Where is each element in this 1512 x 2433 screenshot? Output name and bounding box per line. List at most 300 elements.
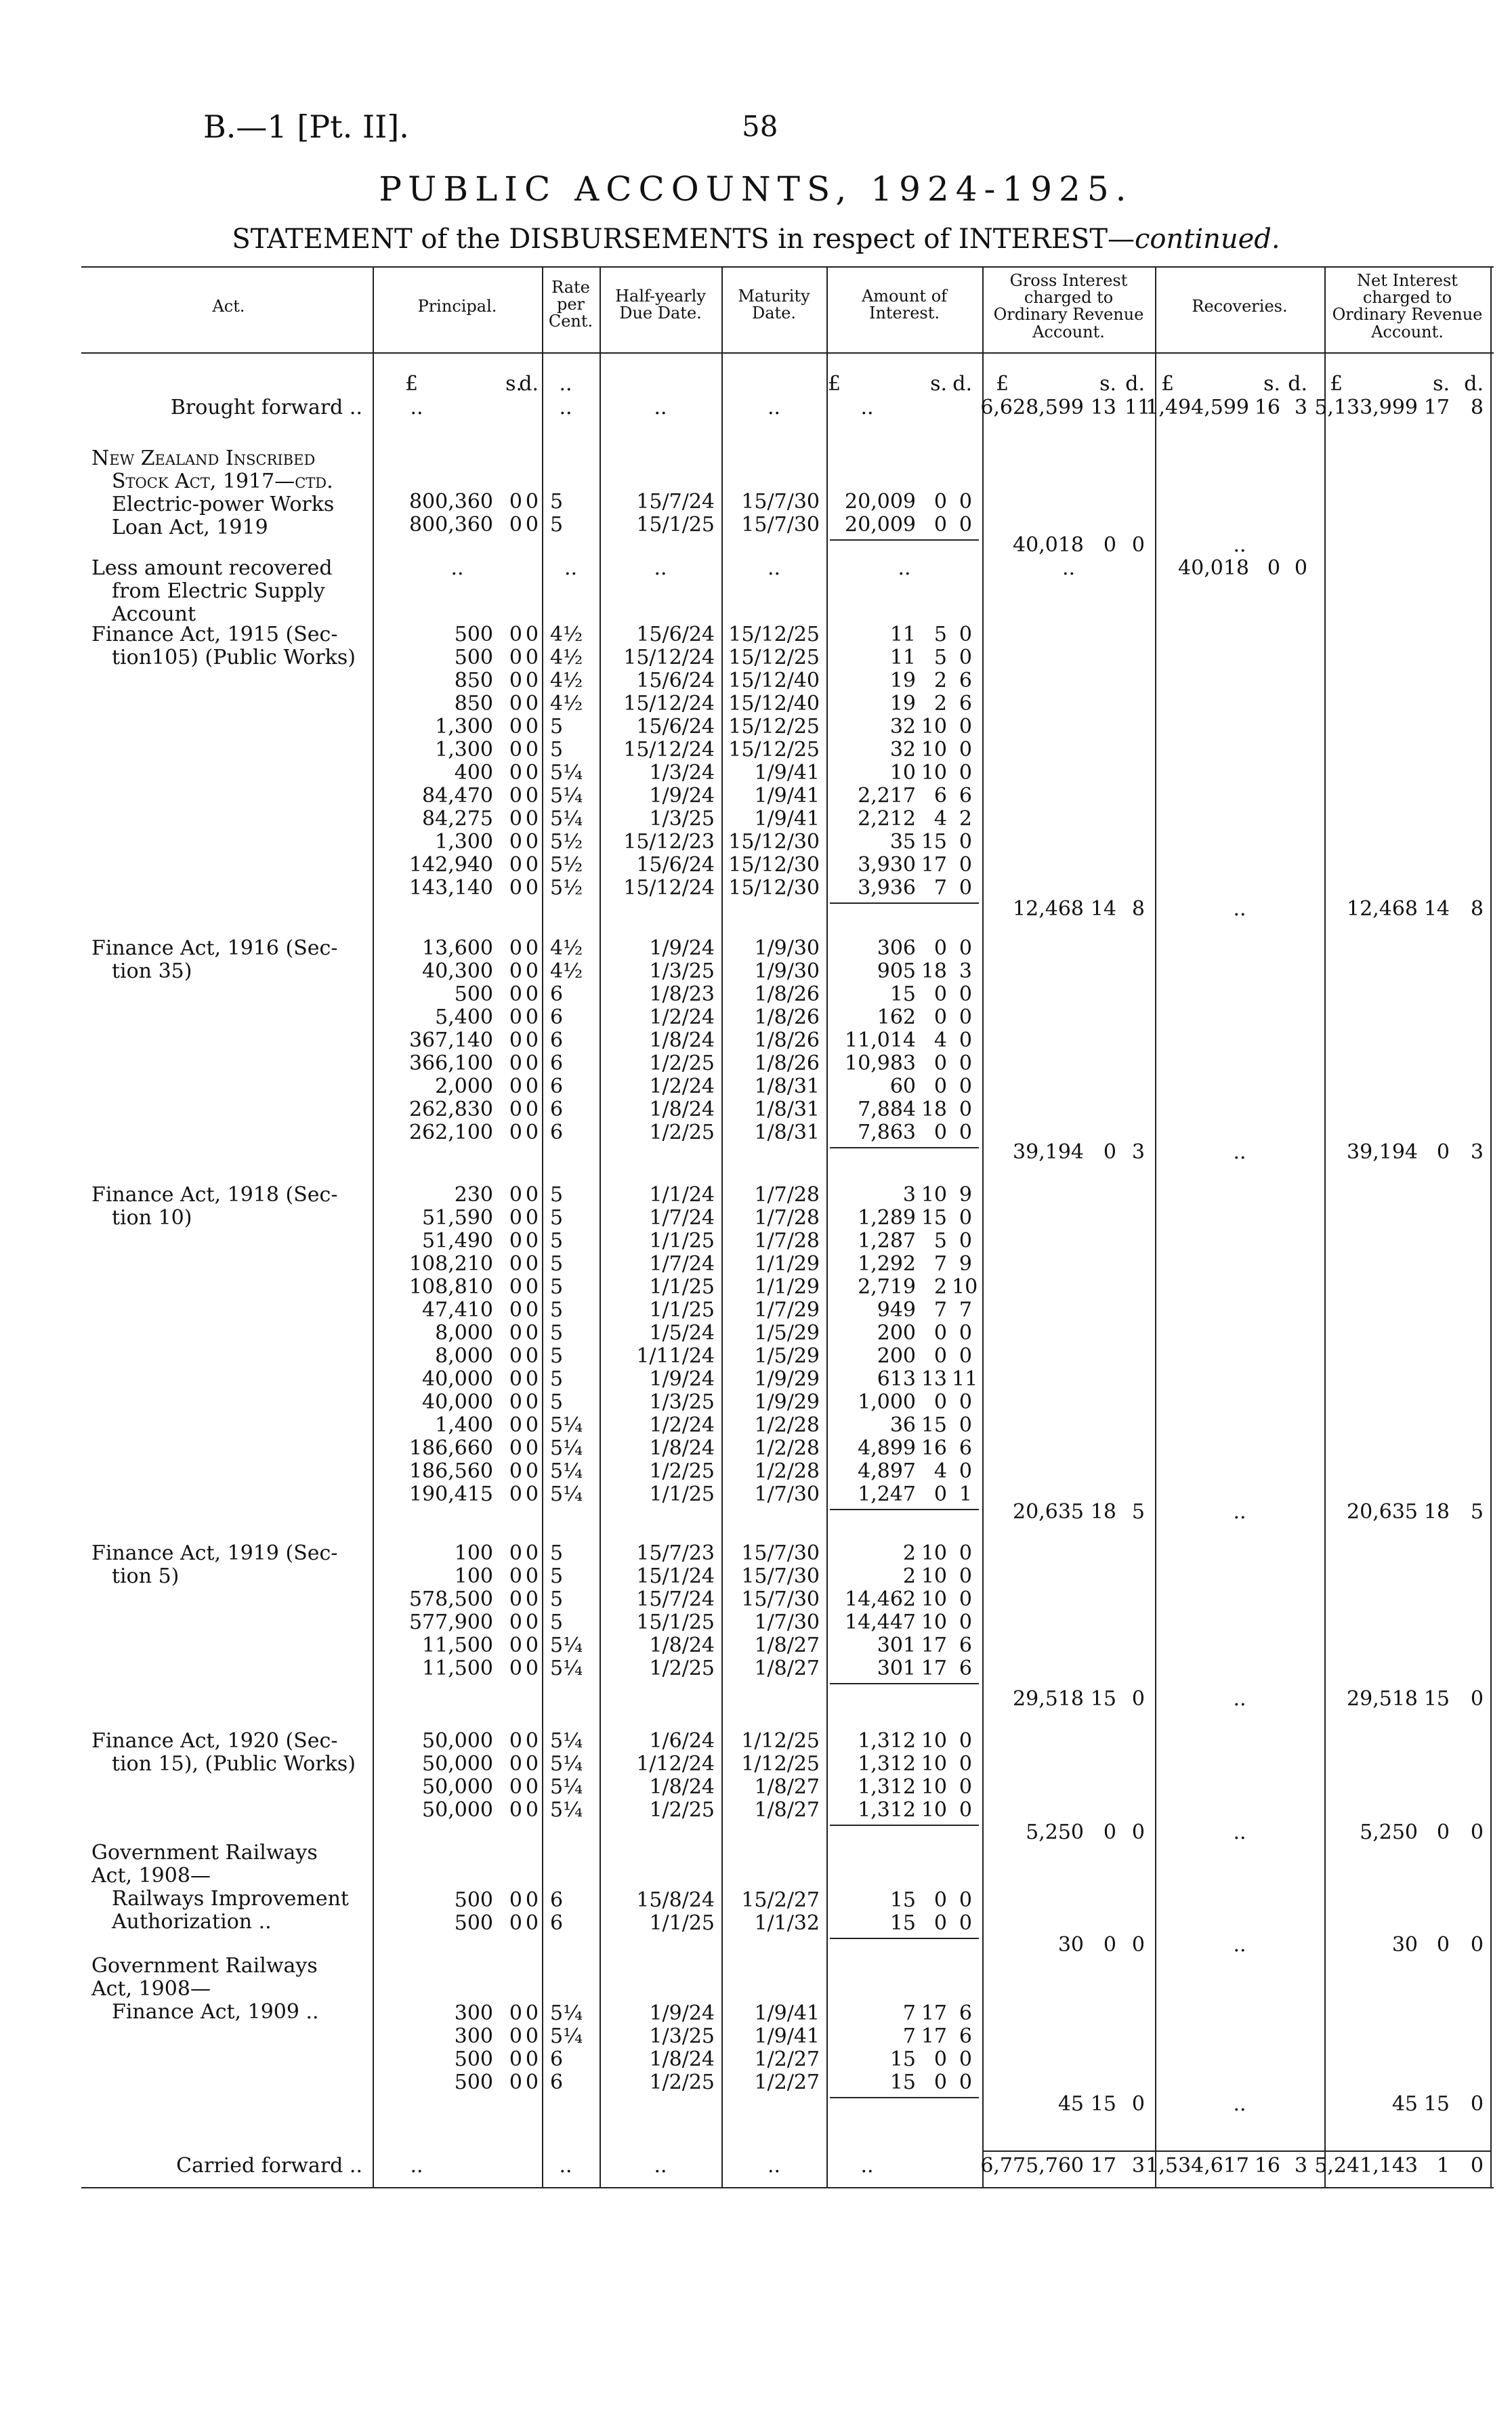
maturity-date: 1/12/25 [741,1729,820,1753]
unit-shilling-net: s. [1433,372,1450,396]
unit-shilling-gross: s. [1099,372,1116,396]
principal-shillings: 0 [509,1610,522,1634]
amount-pence: 6 [959,784,972,808]
amount-pence: 0 [959,1587,972,1611]
maturity-date: 1/1/29 [754,1252,820,1276]
amount-pounds: 15 [889,1911,916,1935]
net-total-pounds: 39,194 [1347,1140,1418,1164]
maturity-date: 15/7/30 [741,490,820,514]
due-date: 1/1/24 [649,1183,715,1207]
header-amt: Amount of Interest. [861,287,948,323]
subtitle-main: STATEMENT of the DISBURSEMENTS in respect of INTEREST— [232,224,1135,255]
gross-total-pence: 0 [1131,533,1145,557]
principal-pence: 0 [525,1298,539,1322]
due-date: 1/1/25 [649,1229,715,1253]
header-due: Half-yearly Due Date. [615,287,706,323]
amount-pence: 11 [952,1367,978,1391]
amount-pounds: 15 [889,1888,916,1912]
amount-pence: 0 [959,936,972,960]
amount-shillings: 0 [933,490,947,514]
amount-pounds: 1,000 [858,1390,916,1414]
principal-shillings: 0 [509,715,522,739]
amount-pounds: 1,292 [858,1252,916,1276]
act-line: Act, 1908— [91,1977,211,2001]
rate: 5 [550,1344,564,1368]
page-title: PUBLIC ACCOUNTS, 1924-1925. [379,169,1133,209]
amount-pounds: 1,287 [858,1229,916,1253]
rate: 5 [550,1183,564,1207]
rate: 5¼ [550,2001,583,2025]
amount-pence: 6 [959,669,972,692]
amount-pounds: 36 [889,1413,916,1437]
amount-pence: 0 [959,1028,972,1052]
rate: 6 [550,1888,564,1912]
principal-pounds: 2,000 [435,1075,493,1098]
principal-pence: 0 [525,1459,539,1483]
principal-shillings: 0 [509,876,522,900]
principal-pence: 0 [525,1413,539,1437]
amount-pence: 0 [959,1798,972,1822]
net-total-shillings: 0 [1436,1933,1450,1957]
principal-pence: 0 [525,1752,539,1776]
amount-shillings: 0 [933,1075,947,1098]
due-date: 1/2/25 [649,1052,715,1075]
principal-shillings: 0 [509,807,522,831]
principal-shillings: 0 [509,692,522,715]
maturity-date: 15/12/30 [728,853,820,877]
principal-pence: 0 [525,2071,539,2094]
principal-shillings: 0 [509,1367,522,1391]
principal-pence: 0 [525,784,539,808]
amount-pence: 0 [959,1206,972,1230]
amount-pence: 6 [959,2024,972,2048]
unit-pound-amt: £ [828,372,841,396]
maturity-date: 15/12/25 [728,646,820,669]
cf-recoveries-shillings: 16 [1254,2154,1280,2178]
due-date: 1/1/25 [649,1911,715,1935]
principal-pounds: 100 [454,1564,493,1588]
unit-pence-prin: d. [519,372,539,396]
amount-shillings: 10 [921,1587,947,1611]
header-bottom-rule [81,352,1494,354]
amount-pence: 6 [959,1436,972,1460]
maturity-date: 1/8/31 [754,1075,820,1098]
maturity-date: 1/9/41 [754,807,820,831]
amount-pence: 0 [959,1413,972,1437]
amount-pence: 6 [959,1634,972,1657]
gross-total-pence: 0 [1131,1933,1145,1957]
unit-pound-gross: £ [996,372,1009,396]
due-date: 1/11/24 [636,1344,715,1368]
principal-pence: 0 [525,1729,539,1753]
due-date: 1/9/24 [649,1367,715,1391]
amount-pounds: 3,930 [858,853,916,877]
maturity-date: 15/12/40 [728,669,820,692]
amount-pence: 6 [959,2001,972,2025]
due-date: 1/3/24 [649,761,715,785]
principal-shillings: 0 [509,1252,522,1276]
amount-pence: 0 [959,513,972,537]
principal-shillings: 0 [509,1634,522,1657]
due-date: 1/3/25 [649,959,715,983]
maturity-date: 15/12/25 [728,715,820,739]
principal-pounds: 500 [454,982,493,1006]
principal-pounds: 50,000 [422,1752,493,1776]
net-total-pence: 0 [1470,1687,1484,1711]
principal-pounds: 500 [454,646,493,669]
maturity-date: 1/8/26 [754,1005,820,1029]
net-total-shillings: 0 [1436,1140,1450,1164]
maturity-date: 1/2/28 [754,1413,820,1437]
due-date: 1/5/24 [649,1321,715,1345]
amount-pounds: 162 [877,1005,916,1029]
dots-rate: .. [564,556,578,580]
due-date: 1/2/25 [649,1798,715,1822]
principal-pence: 0 [525,1610,539,1634]
due-date: 15/7/24 [636,490,715,514]
amount-pence: 0 [959,1005,972,1029]
rate: 5½ [550,853,583,877]
principal-pence: 0 [525,1798,539,1822]
principal-shillings: 0 [509,1321,522,1345]
due-date: 1/8/23 [649,982,715,1006]
cf-gross-pence: 3 [1131,2154,1145,2178]
principal-shillings: 0 [509,1775,522,1799]
due-date: 1/8/24 [649,1634,715,1657]
header-prin: Principal. [417,297,497,316]
maturity-date: 1/7/28 [754,1206,820,1230]
amount-pounds: 19 [889,692,916,715]
dots-amt: .. [898,556,911,580]
amount-shillings: 15 [921,1413,947,1437]
amount-pounds: 32 [889,715,916,739]
amount-pounds: 200 [877,1344,916,1368]
cf-recoveries-pounds: 1,534,617 [1146,2154,1249,2178]
amount-pence: 0 [959,2047,972,2071]
due-date: 1/7/24 [649,1206,715,1230]
due-date: 1/3/25 [649,1390,715,1414]
recoveries-dots: .. [1233,1687,1246,1711]
maturity-date: 1/9/30 [754,936,820,960]
due-date: 15/6/24 [636,715,715,739]
principal-shillings: 0 [509,1298,522,1322]
maturity-date: 1/2/28 [754,1459,820,1483]
amount-shillings: 10 [921,1610,947,1634]
principal-shillings: 0 [509,1657,522,1680]
gross-total-pounds: 5,250 [1026,1821,1084,1844]
amount-pounds: 1,289 [858,1206,916,1230]
principal-shillings: 0 [509,1121,522,1144]
principal-pence: 0 [525,1888,539,1912]
principal-shillings: 0 [509,1587,522,1611]
rate: 6 [550,1098,564,1121]
net-total-shillings: 15 [1423,2092,1450,2116]
gross-total-pounds: 29,518 [1013,1687,1084,1711]
net-total-pence: 3 [1470,1140,1484,1164]
maturity-date: 1/8/31 [754,1121,820,1144]
rate: 6 [550,1075,564,1098]
amount-pounds: 11 [889,646,916,669]
gross-total-pounds: 20,635 [1013,1500,1084,1524]
gross-dots: .. [1062,556,1076,580]
net-total-pounds: 5,250 [1360,1821,1418,1844]
principal-pounds: 800,360 [408,490,493,514]
amount-pence: 0 [959,1321,972,1345]
amount-shillings: 17 [921,853,947,877]
amount-pence: 0 [959,1610,972,1634]
act-line: Finance Act, 1915 (Sec- [91,623,338,646]
amount-shillings: 0 [933,1052,947,1075]
maturity-date: 1/8/26 [754,1052,820,1075]
gross-total-pence: 5 [1131,1500,1145,1524]
unit-pound-rec: £ [1161,372,1175,396]
principal-pounds: 47,410 [422,1298,493,1322]
amount-shillings: 0 [933,1390,947,1414]
act-line: Act, 1908— [91,1864,211,1888]
principal-pence: 0 [525,761,539,785]
principal-shillings: 0 [509,2071,522,2094]
principal-pence: 0 [525,490,539,514]
principal-pence: 0 [525,1541,539,1565]
table-bottom-rule [81,2187,1494,2188]
net-total-pounds: 20,635 [1347,1500,1418,1524]
cf-recoveries-pence: 3 [1294,2154,1307,2178]
rate: 5 [550,1610,564,1634]
amount-pounds: 949 [877,1298,916,1322]
principal-pounds: 5,400 [435,1005,493,1029]
maturity-date: 15/12/25 [728,738,820,762]
unit-pound-prin: £ [405,372,419,396]
rate: 5 [550,715,564,739]
act-line: Loan Act, 1919 [112,516,268,539]
due-date: 1/9/24 [649,936,715,960]
due-date: 1/6/24 [649,1729,715,1753]
principal-pence: 0 [525,1390,539,1414]
due-date: 1/2/25 [649,1657,715,1680]
principal-shillings: 0 [509,1005,522,1029]
due-date: 15/12/24 [623,646,715,669]
principal-shillings: 0 [509,1052,522,1075]
principal-pounds: 190,415 [408,1482,493,1506]
amount-pounds: 10,983 [845,1052,916,1075]
act-line: tion 15), (Public Works) [112,1752,356,1776]
amount-shillings: 2 [933,669,947,692]
maturity-date: 1/7/28 [754,1183,820,1207]
recoveries-dots: .. [1233,1140,1246,1164]
unit-pound-net: £ [1330,372,1343,396]
principal-pounds: 51,490 [422,1229,493,1253]
net-total-shillings: 15 [1423,1687,1450,1711]
amount-pence: 0 [959,715,972,739]
principal-pence: 0 [525,1098,539,1121]
bf-recoveries-pence: 3 [1294,396,1307,419]
bf-gross-pence: 11 [1125,396,1151,419]
unit-pence-net: d. [1464,372,1484,396]
due-date: 15/1/25 [636,513,715,537]
principal-pounds: 262,830 [408,1098,493,1121]
gross-total-pounds: 45 [1057,2092,1084,2116]
amount-pounds: 15 [889,2071,916,2094]
amount-pounds: 11,014 [845,1028,916,1052]
amount-shillings: 2 [933,1275,947,1299]
amount-pence: 0 [959,876,972,900]
amount-pence: 0 [959,1911,972,1935]
maturity-date: 1/8/27 [754,1634,820,1657]
due-date: 1/3/25 [649,2024,715,2048]
amount-pence: 0 [959,1121,972,1144]
amount-pounds: 20,009 [845,490,916,514]
rate: 5 [550,1367,564,1391]
unit-shilling-prin: s. [505,372,522,396]
principal-shillings: 0 [509,1752,522,1776]
due-date: 1/2/24 [649,1005,715,1029]
principal-shillings: 0 [509,2047,522,2071]
principal-shillings: 0 [509,1436,522,1460]
act-line: Government Railways [91,1954,318,1978]
due-date: 15/7/23 [636,1541,715,1565]
rate: 5¼ [550,1413,583,1437]
rate: 6 [550,982,564,1006]
amount-pence: 0 [959,761,972,785]
principal-pence: 0 [525,807,539,831]
rate: 5 [550,1298,564,1322]
recoveries-dots: .. [1233,1500,1246,1524]
amount-pence: 0 [959,1344,972,1368]
rate: 6 [550,2047,564,2071]
principal-pounds: 100 [454,1541,493,1565]
net-total-pence: 8 [1470,897,1484,921]
gross-total-pounds: 39,194 [1013,1140,1084,1164]
principal-pounds: 13,600 [422,936,493,960]
principal-pence: 0 [525,876,539,900]
amount-pounds: 4,899 [858,1436,916,1460]
amount-shillings: 0 [933,1121,947,1144]
amount-pounds: 35 [889,830,916,854]
amount-shillings: 10 [921,1752,947,1776]
header-mat: Maturity Date. [738,287,810,323]
recoveries-dots: .. [1233,2092,1246,2116]
principal-pounds: 40,000 [422,1367,493,1391]
dots-due: .. [654,556,667,580]
principal-pounds: 400 [454,761,493,785]
amount-shillings: 10 [921,715,947,739]
page-subtitle [0,224,1512,255]
recoveries-total-shillings: 0 [1267,556,1280,580]
principal-pence: 0 [525,692,539,715]
due-date: 1/2/25 [649,1121,715,1144]
rate: 4½ [550,646,583,669]
principal-shillings: 0 [509,1390,522,1414]
net-total-pounds: 29,518 [1347,1687,1418,1711]
principal-pounds: 800,360 [408,513,493,537]
maturity-date: 15/7/30 [741,1541,820,1565]
principal-shillings: 0 [509,2001,522,2025]
net-total-shillings: 14 [1423,897,1450,921]
principal-pence: 0 [525,1121,539,1144]
principal-shillings: 0 [509,1482,522,1506]
maturity-date: 15/12/25 [728,623,820,646]
amount-pence: 0 [959,1564,972,1588]
act-line: Government Railways [91,1841,318,1865]
amount-pounds: 19 [889,669,916,692]
net-total-shillings: 18 [1423,1500,1450,1524]
amount-shillings: 17 [921,2024,947,2048]
rate: 4½ [550,959,583,983]
act-line: Finance Act, 1909 .. [112,2000,319,2024]
header-net: Net Interest charged to Ordinary Revenue Account. [1332,271,1483,341]
due-date: 1/2/24 [649,1075,715,1098]
rate: 4½ [550,669,583,692]
cf-dots-maturity: .. [767,2154,781,2178]
amount-pounds: 1,312 [858,1775,916,1799]
amount-pence: 0 [959,982,972,1006]
principal-shillings: 0 [509,623,522,646]
unit-pence-gross: d. [1125,372,1145,396]
amount-pence: 0 [959,623,972,646]
amount-shillings: 0 [933,1344,947,1368]
maturity-date: 15/2/27 [741,1888,820,1912]
principal-shillings: 0 [509,1541,522,1565]
principal-pounds: 850 [454,692,493,715]
bf-gross-shillings: 13 [1090,396,1116,419]
gross-total-pence: 0 [1131,1687,1145,1711]
principal-pence: 0 [525,2001,539,2025]
rate: 5¼ [550,1752,583,1776]
amount-pence: 1 [959,1482,972,1506]
amount-pounds: 3,936 [858,876,916,900]
rate: 5 [550,1541,564,1565]
amount-pounds: 905 [877,959,916,983]
principal-pounds: 1,400 [435,1413,493,1437]
principal-shillings: 0 [509,982,522,1006]
gross-total-shillings: 14 [1090,897,1116,921]
net-total-pence: 0 [1470,1933,1484,1957]
table-top-rule [81,266,1494,268]
principal-pounds: 1,300 [435,715,493,739]
amount-pounds: 2,217 [858,784,916,808]
principal-pence: 0 [525,623,539,646]
gross-total-pounds: 40,018 [1013,533,1084,557]
amount-pence: 3 [959,959,972,983]
amount-pounds: 2,212 [858,807,916,831]
amount-shillings: 7 [933,1252,947,1276]
amount-shillings: 15 [921,830,947,854]
principal-shillings: 0 [509,1229,522,1253]
due-date: 15/12/24 [623,876,715,900]
bf-gross-pounds: 6,628,599 [980,396,1084,419]
amount-shillings: 0 [933,2071,947,2094]
maturity-date: 15/12/40 [728,692,820,715]
maturity-date: 15/12/30 [728,876,820,900]
net-total-pounds: 30 [1391,1933,1418,1957]
maturity-date: 1/7/30 [754,1610,820,1634]
due-date: 1/7/24 [649,1252,715,1276]
amount-pence: 0 [959,646,972,669]
rate: 4½ [550,692,583,715]
amount-pence: 0 [959,853,972,877]
due-date: 1/2/24 [649,1413,715,1437]
amount-shillings: 0 [933,982,947,1006]
rate: 5¼ [550,1436,583,1460]
amount-shillings: 10 [921,1183,947,1207]
amount-pence: 2 [959,807,972,831]
principal-shillings: 0 [509,2024,522,2048]
principal-pounds: 51,590 [422,1206,493,1230]
amount-shillings: 4 [933,1028,947,1052]
amount-pounds: 14,447 [845,1610,916,1634]
amount-pounds: 4,897 [858,1459,916,1483]
rate: 6 [550,2071,564,2094]
